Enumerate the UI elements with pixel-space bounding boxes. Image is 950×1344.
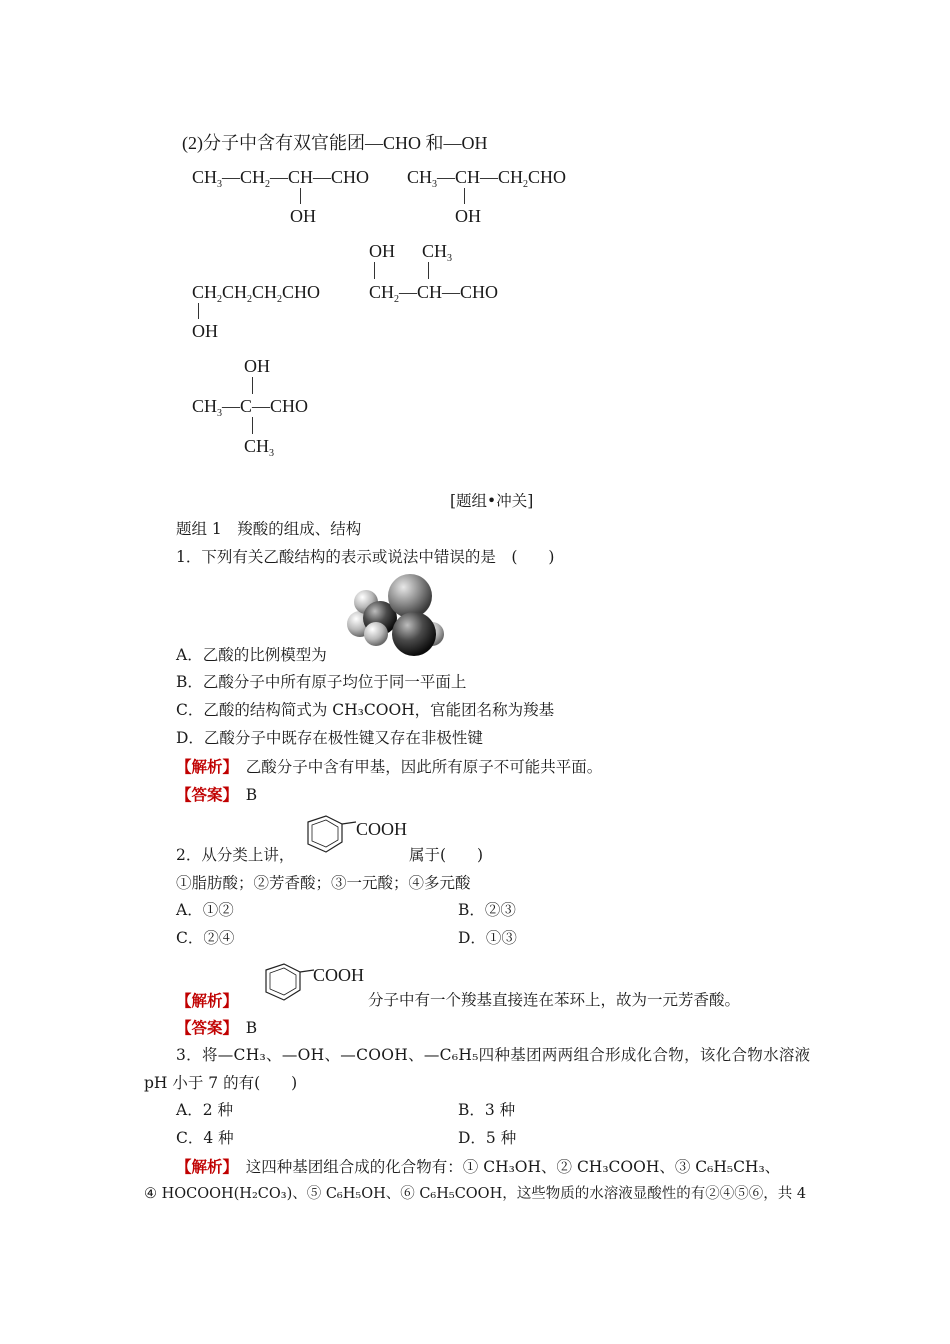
structure-4-oh: OH <box>369 241 395 261</box>
benzoic-acid-structure <box>298 814 358 862</box>
q2-analysis: 分子中有一个羧基直接连在苯环上，故为一元芳香酸。 <box>368 991 741 1009</box>
q1-option-a: A．乙酸的比例模型为 <box>176 646 327 664</box>
structure-1: $CH_3—CH_2—CH—CHO$ <box>192 167 370 190</box>
structure-1-oh: OH <box>290 206 316 226</box>
structure-5: $CH_3—C—CHO$ <box>192 396 309 419</box>
structure-2: $CH_3—CH—CH_2CHO$ <box>407 167 567 190</box>
structure-5-oh: OH <box>244 356 270 376</box>
bond-line <box>252 417 253 434</box>
structure-3: $CH_2CH_2CH_2CHO$ <box>192 282 321 305</box>
q2-option-b: B．②③ <box>458 901 516 919</box>
q1-option-b: B．乙酸分子中所有原子均位于同一平面上 <box>176 673 467 691</box>
q3-option-b: B．3 种 <box>458 1101 516 1119</box>
q2-analysis-cooh: COOH <box>313 965 365 985</box>
atom-h <box>364 622 388 646</box>
q1-stem: 1．下列有关乙酸结构的表示或说法中错误的是 ( ) <box>176 548 555 566</box>
q1-answer: 【答案】 B <box>176 785 258 804</box>
q2-cooh: COOH <box>356 819 408 839</box>
q1-option-d: D．乙酸分子中既存在极性键又存在非极性键 <box>176 729 483 747</box>
structure-3-oh: OH <box>192 321 218 341</box>
structure-2-oh: OH <box>455 206 481 226</box>
q3-option-c: C．4 种 <box>176 1129 234 1147</box>
answer-label: 【答案】 <box>176 1018 231 1037</box>
q2-stem-prefix: 2．从分类上讲， <box>176 846 295 864</box>
benzoic-acid-structure <box>256 962 316 1010</box>
bond-line <box>374 262 375 279</box>
q2-stem-suffix: 属于( ) <box>409 846 484 864</box>
group-title: 题组 1 羧酸的组成、结构 <box>176 520 362 538</box>
q3-option-a: A．2 种 <box>176 1101 233 1119</box>
part2-heading: (2)分子中含有双官能团—CHO 和—OH <box>182 133 488 153</box>
structure-5-ch3: $CH_3$ <box>244 436 275 459</box>
structure-4: $CH_2—CH—CHO$ <box>369 282 499 305</box>
q2-analysis-label <box>176 993 238 1010</box>
bond-line <box>252 377 253 394</box>
acetic-acid-model-image <box>336 572 448 660</box>
bond-line <box>464 188 465 204</box>
analysis-label: 【解析】 <box>176 757 231 776</box>
q2-option-d: D．①③ <box>458 929 517 947</box>
analysis-label: 【解析】 <box>176 991 239 1010</box>
q3-option-d: D．5 种 <box>458 1129 517 1147</box>
bond-line <box>300 188 301 204</box>
q1-analysis: 【解析】 乙酸分子中含有甲基，因此所有原子不可能共平面。 <box>176 757 603 776</box>
q2-choices: ①脂肪酸；②芳香酸；③一元酸；④多元酸 <box>176 874 471 892</box>
structure-4-ch3: $CH_3$ <box>422 241 453 264</box>
q1-option-c: C．乙酸的结构简式为 CH₃COOH，官能团名称为羧基 <box>176 701 555 719</box>
answer-label: 【答案】 <box>176 785 231 804</box>
atom-o <box>392 612 436 656</box>
q2-option-c: C．②④ <box>176 929 235 947</box>
q2-answer: 【答案】 B <box>176 1018 258 1037</box>
q3-analysis-line2: ④ HOCOOH(H₂CO₃)、⑤ C₆H₅OH、⑥ C₆H₅COOH，这些物质的水溶液显酸性的有②④⑤⑥，共 4 <box>144 1186 807 1202</box>
section-header: [题组•冲关] <box>450 492 534 510</box>
bond-line <box>428 262 429 279</box>
analysis-label: 【解析】 <box>176 1157 231 1176</box>
bond-line <box>198 303 199 319</box>
q3-analysis-line1: 【解析】 这四种基团组合成的化合物有：① CH₃OH、② CH₃COOH、③ C₆H₅CH₃、 <box>176 1157 781 1176</box>
q3-stem-line2: pH 小于 7 的有( ) <box>144 1074 298 1092</box>
atom-o <box>388 574 432 618</box>
q2-option-a: A．①② <box>176 901 234 919</box>
q3-stem-line1: 3．将—CH₃、—OH、—COOH、—C₆H₅四种基团两两组合形成化合物，该化合物水溶液 <box>176 1046 811 1064</box>
